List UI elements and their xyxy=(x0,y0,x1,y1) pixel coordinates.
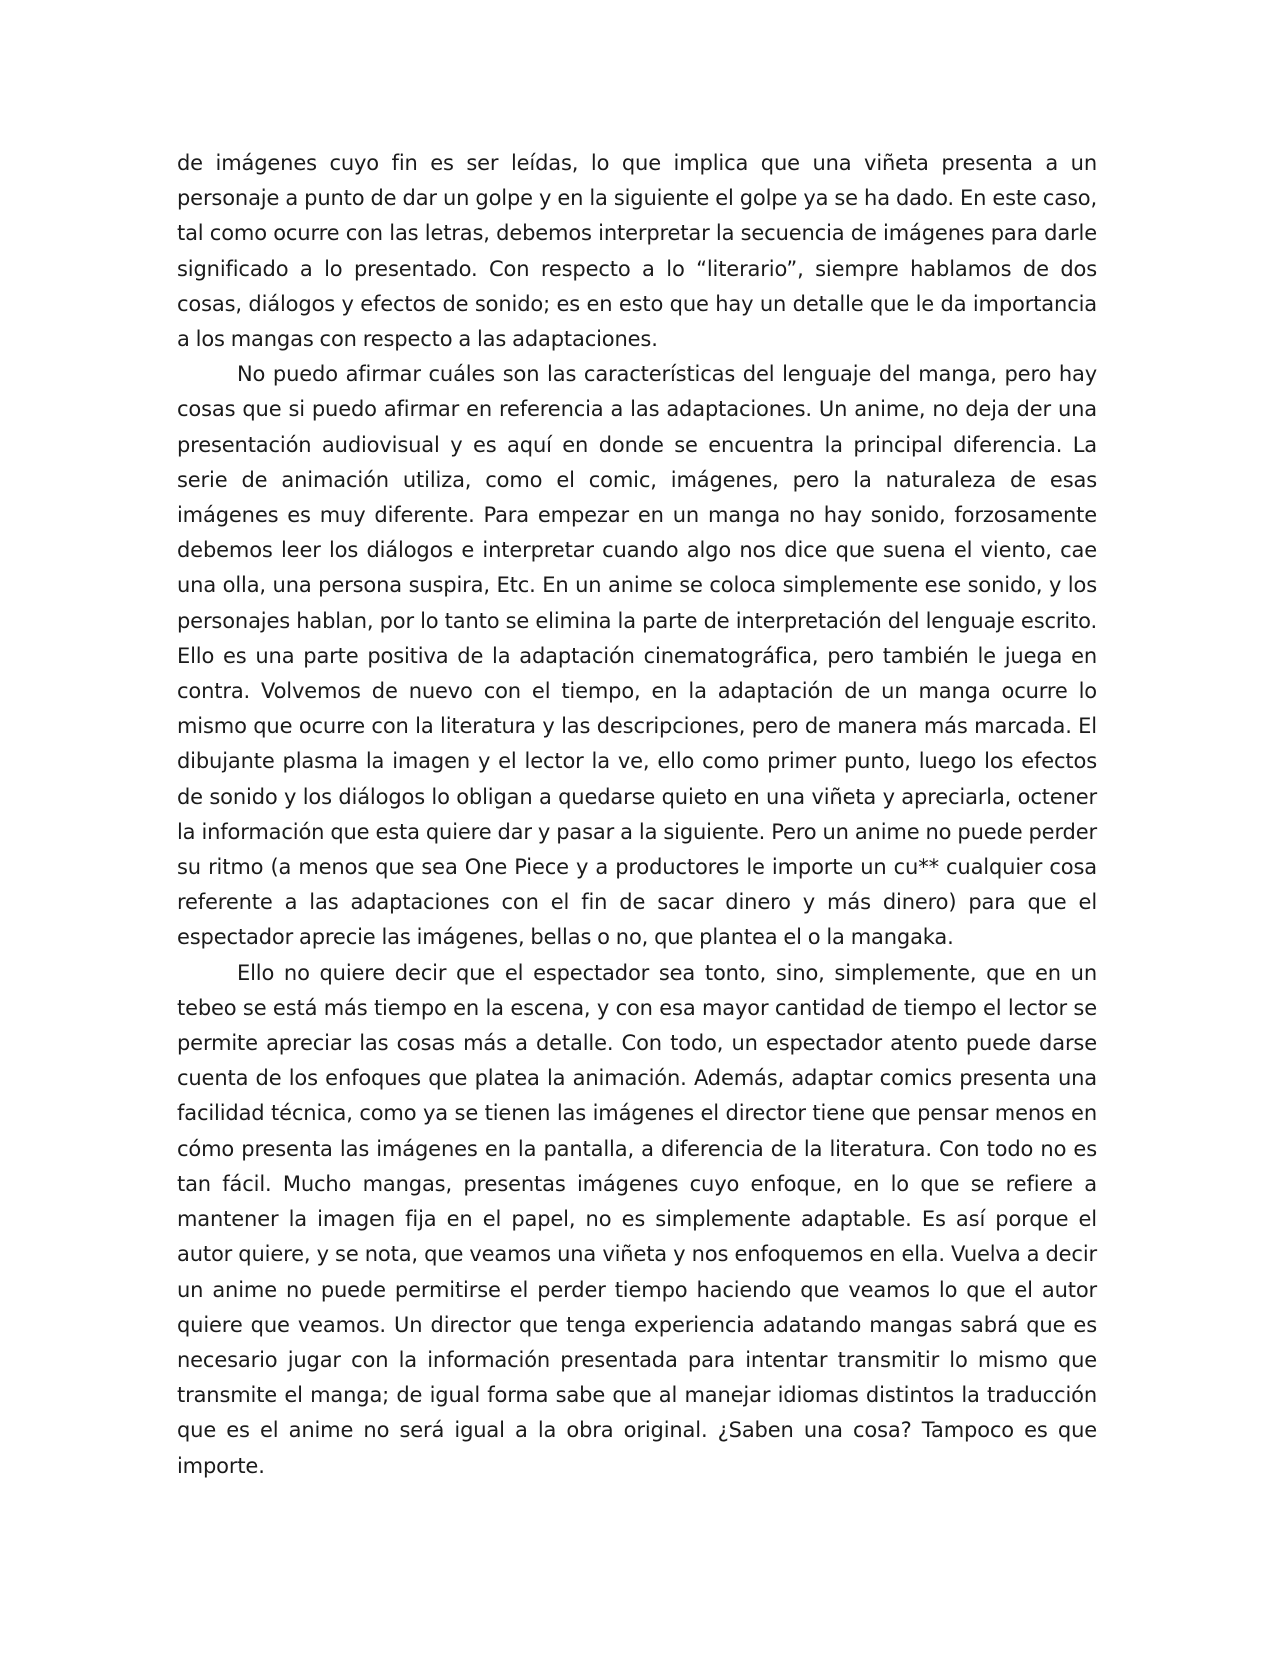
paragraph-spectator: Ello no quiere decir que el espectador sea tonto, sino, simplemente, que en un tebeo se está más tiempo en la escena, y con esa mayor cantidad de tiempo el lector se permite apreciar las cosas más a detalle. Con todo, un espectador atento puede darse cuenta de los enfoques que platea la animación. Además, adaptar comics presenta una facilidad técnica, como ya se tienen las imágenes el director tiene que pensar menos en cómo presenta las imágenes en la pantalla, a diferencia de la literatura. Con todo no es tan fácil. Mucho mangas, presentas imágenes cuyo enfoque, en lo que se refiere a mantener la imagen fija en el papel, no es simplemente adaptable. Es así porque el autor quiere, y se nota, que veamos una viñeta y nos enfoquemos en ella. Vuelva a decir un anime no puede permitirse el perder tiempo haciendo que veamos lo que el autor quiere que veamos. Un director que tenga experiencia adatando mangas sabrá que es necesario jugar con la información presentada para intentar transmitir lo mismo que transmite el manga; de igual forma sabe que al manejar idiomas distintos la traducción que es el anime no será igual a la obra original. ¿Saben una cosa? Tampoco es que importe. xyxy=(177,960,1097,1478)
paragraph-manga-language: No puedo afirmar cuáles son las características del lenguaje del manga, pero hay cosas que si puedo afirmar en referencia a las adaptaciones. Un anime, no deja der una presentación audiovisual y es aquí en donde se encuentra la principal diferencia. La serie de animación utiliza, como el comic, imágenes, pero la naturaleza de esas imágenes es muy diferente. Para empezar en un manga no hay sonido, forzosamente debemos leer los diálogos e interpretar cuando algo nos dice que suena el viento, cae una olla, una persona suspira, Etc. En un anime se coloca simplemente ese sonido, y los personajes hablan, por lo tanto se elimina la parte de interpretación del lenguaje escrito. Ello es una parte positiva de la adaptación cinematográfica, pero también le juega en contra. Volvemos de nuevo con el tiempo, en la adaptación de un manga ocurre lo mismo que ocurre con la literatura y las descripciones, pero de manera más marcada. El dibujante plasma la imagen y el lector la ve, ello como primer punto, luego los efectos de sonido y los diálogos lo obligan a quedarse quieto en una viñeta y apreciarla, octener la información que esta quiere dar y pasar a la siguiente. Pero un anime no puede perder su ritmo (a menos que sea One Piece y a productores le importe un cu** cualquier cosa referente a las adaptaciones con el fin de sacar dinero y más dinero) para que el espectador aprecie las imágenes, bellas o no, que plantea el o la mangaka. xyxy=(177,362,1097,950)
paragraph-continuation: de imágenes cuyo fin es ser leídas, lo que implica que una viñeta presenta a un personaje a punto de dar un golpe y en la siguiente el golpe ya se ha dado. En este caso, tal como ocurre con las letras, debemos interpretar la secuencia de imágenes para darle significado a lo presentado. Con respecto a lo “literario”, siempre hablamos de dos cosas, diálogos y efectos de sonido; es en esto que hay un detalle que le da importancia a los mangas con respecto a las adaptaciones. xyxy=(177,151,1097,352)
body-text xyxy=(177,146,1097,1484)
